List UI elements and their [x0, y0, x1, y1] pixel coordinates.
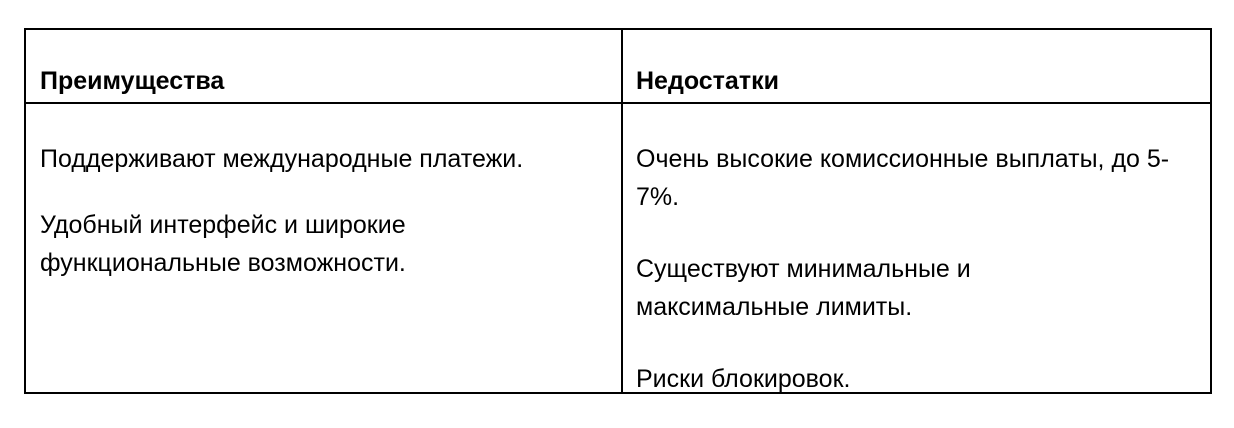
header-row-divider [26, 102, 1210, 104]
advantage-item: Поддерживают международные платежи. [40, 145, 524, 173]
advantages-header: Преимущества [40, 67, 225, 95]
advantages-cell [40, 140, 610, 282]
disadvantages-cell [636, 140, 1206, 398]
advantage-item: Удобный интерфейс и широкие функциональные возможности. [40, 211, 406, 277]
column-divider [621, 30, 623, 392]
disadvantage-item: Риски блокировок. [636, 365, 851, 393]
pros-cons-table [24, 28, 1212, 394]
disadvantages-header: Недостатки [636, 67, 779, 95]
disadvantage-item: Существуют минимальные и максимальные лимиты. [636, 255, 971, 321]
disadvantage-item: Очень высокие комиссионные выплаты, до 5-7%. [636, 145, 1170, 211]
